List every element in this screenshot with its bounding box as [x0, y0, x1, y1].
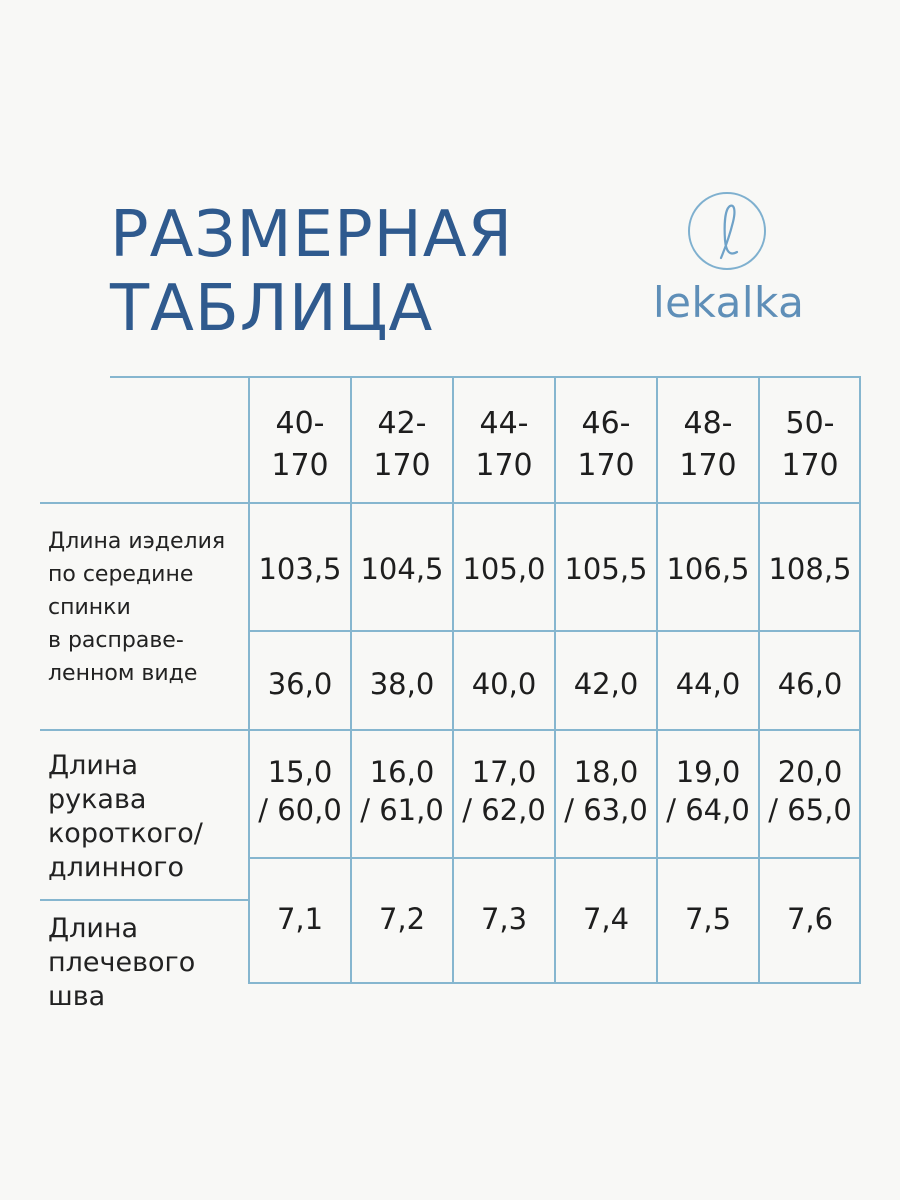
cell-length-flat: 42,0 — [573, 667, 639, 701]
grid-line-top — [110, 376, 860, 378]
cell-sleeve-short: 16,0 — [369, 755, 435, 789]
row-label-length-line: в расправе- — [48, 628, 184, 653]
cell-length-middle: 105,5 — [564, 552, 648, 586]
cell-sleeve-long: / 61,0 — [360, 793, 444, 827]
cell-length-flat: 40,0 — [471, 667, 537, 701]
size-header-size: 44- — [479, 406, 529, 441]
cell-length-middle: 105,0 — [462, 552, 546, 586]
cell-sleeve-short: 19,0 — [675, 755, 741, 789]
cell-shoulder: 7,4 — [582, 902, 630, 936]
title-line-2: ТАБЛИЦА — [110, 272, 434, 346]
cell-sleeve-short: 15,0 — [267, 755, 333, 789]
size-header-height: 170 — [577, 448, 635, 483]
cell-length-middle: 104,5 — [360, 552, 444, 586]
cell-sleeve-long: / 60,0 — [258, 793, 342, 827]
cell-length-middle: 106,5 — [666, 552, 750, 586]
size-header-height: 170 — [271, 448, 329, 483]
title-line-1: РАЗМЕРНАЯ — [110, 198, 514, 272]
cell-sleeve-long: / 63,0 — [564, 793, 648, 827]
row-label-sleeve-line: длинного — [48, 852, 185, 883]
size-header-height: 170 — [475, 448, 533, 483]
cell-shoulder: 7,2 — [378, 902, 426, 936]
cell-length-middle: 108,5 — [768, 552, 852, 586]
cell-shoulder: 7,6 — [786, 902, 834, 936]
size-header-size: 42- — [377, 406, 427, 441]
cell-shoulder: 7,5 — [684, 902, 732, 936]
size-header-height: 170 — [373, 448, 431, 483]
cell-sleeve-long: / 64,0 — [666, 793, 750, 827]
row-label-shoulder-line: Длина — [48, 913, 139, 944]
cell-length-flat: 44,0 — [675, 667, 741, 701]
cell-sleeve-short: 17,0 — [471, 755, 537, 789]
size-header-size: 48- — [683, 406, 733, 441]
row-label-length-line: ленном виде — [48, 661, 198, 686]
cell-length-flat: 46,0 — [777, 667, 843, 701]
row-label-length-line: по середине — [48, 562, 194, 587]
size-header-height: 170 — [679, 448, 737, 483]
row-label-sleeve-line: рукава — [48, 784, 147, 815]
row-label-sleeve-line: короткого/ — [48, 818, 203, 849]
row-label-sleeve-line: Длина — [48, 750, 139, 781]
cell-length-flat: 36,0 — [267, 667, 333, 701]
row-label-length-line: спинки — [48, 595, 131, 620]
grid-line-row1 — [40, 729, 860, 731]
row-label-shoulder-line: шва — [48, 981, 106, 1012]
cell-length-middle: 103,5 — [258, 552, 342, 586]
row-label-length-line: Длина иэделия — [48, 529, 226, 554]
cell-sleeve-long: / 62,0 — [462, 793, 546, 827]
cell-length-flat: 38,0 — [369, 667, 435, 701]
size-header-size: 46- — [581, 406, 631, 441]
size-header-size: 50- — [785, 406, 835, 441]
cell-sleeve-short: 20,0 — [777, 755, 843, 789]
grid-line-label-divider — [40, 899, 249, 901]
logo-wordmark: lekalka — [653, 278, 805, 327]
cell-sleeve-long: / 65,0 — [768, 793, 852, 827]
cell-sleeve-short: 18,0 — [573, 755, 639, 789]
row-label-shoulder-line: плечевого — [48, 947, 196, 978]
size-header-size: 40- — [275, 406, 325, 441]
cell-shoulder: 7,3 — [480, 902, 528, 936]
size-header-height: 170 — [781, 448, 839, 483]
cell-shoulder: 7,1 — [276, 902, 324, 936]
grid-line-header — [40, 502, 860, 504]
